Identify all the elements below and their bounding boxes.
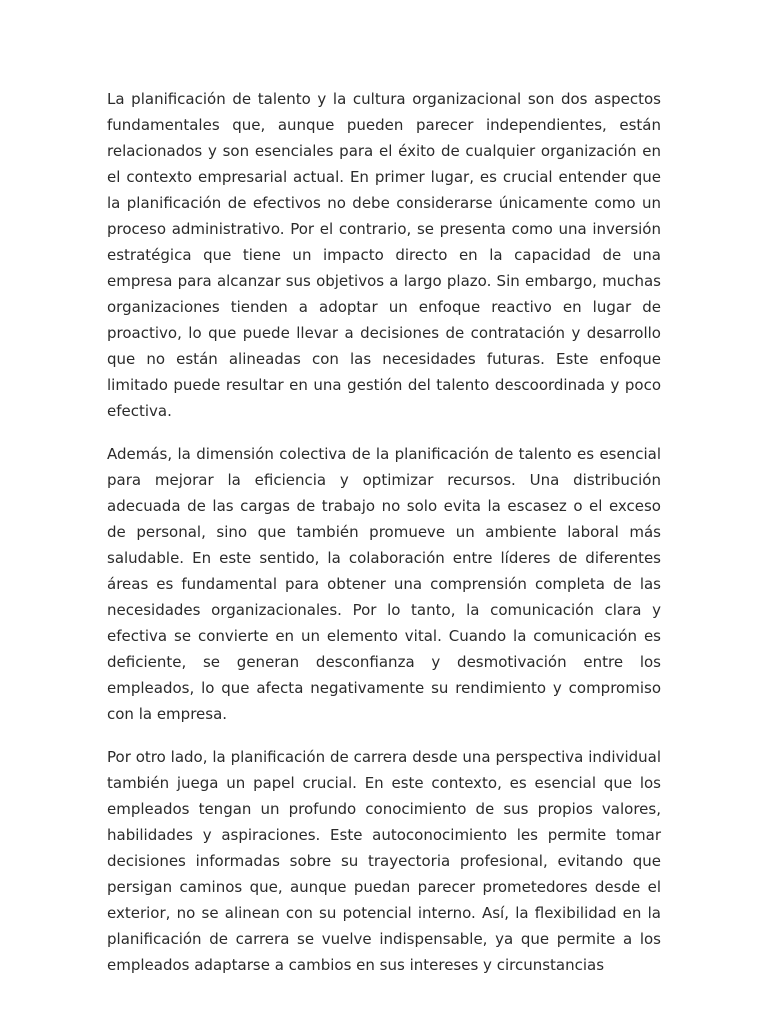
paragraph-3: Por otro lado, la planificación de carrera desde una perspectiva individual también juega un papel crucial. En este contexto, es esencial que los empleados tengan un profundo conocimiento de sus propios valores, habilidades y aspiraciones. Este autoconocimiento les permite tomar decisiones informadas sobre su trayectoria profesional, evitando que persigan caminos que, aunque puedan parecer prometedores desde el exterior, no se alinean con su potencial interno. Así, la flexibilidad en la planificación de carrera se vuelve indispensable, ya que permite a los empleados adaptarse a cambios en sus intereses y circunstancias: [107, 748, 661, 974]
paragraph-1: La planificación de talento y la cultura organizacional son dos aspectos fundamentales que, aunque pueden parecer independientes, están relacionados y son esenciales para el éxito de cualquier organización en el contexto empresarial actual. En primer lugar, es crucial entender que la planificación de efectivos no debe considerarse únicamente como un proceso administrativo. Por el contrario, se presenta como una inversión estratégica que tiene un impacto directo en la capacidad de una empresa para alcanzar sus objetivos a largo plazo. Sin embargo, muchas organizaciones tienden a adoptar un enfoque reactivo en lugar de proactivo, lo que puede llevar a decisiones de contratación y desarrollo que no están alineadas con las necesidades futuras. Este enfoque limitado puede resultar en una gestión del talento descoordinada y poco efectiva.: [107, 90, 661, 420]
paragraph-2: Además, la dimensión colectiva de la planificación de talento es esencial para mejorar la eficiencia y optimizar recursos. Una distribución adecuada de las cargas de trabajo no solo evita la escasez o el exceso de personal, sino que también promueve un ambiente laboral más saludable. En este sentido, la colaboración entre líderes de diferentes áreas es fundamental para obtener una comprensión completa de las necesidades organizacionales. Por lo tanto, la comunicación clara y efectiva se convierte en un elemento vital. Cuando la comunicación es deficiente, se generan desconfianza y desmotivación entre los empleados, lo que afecta negativamente su rendimiento y compromiso con la empresa.: [107, 445, 661, 723]
